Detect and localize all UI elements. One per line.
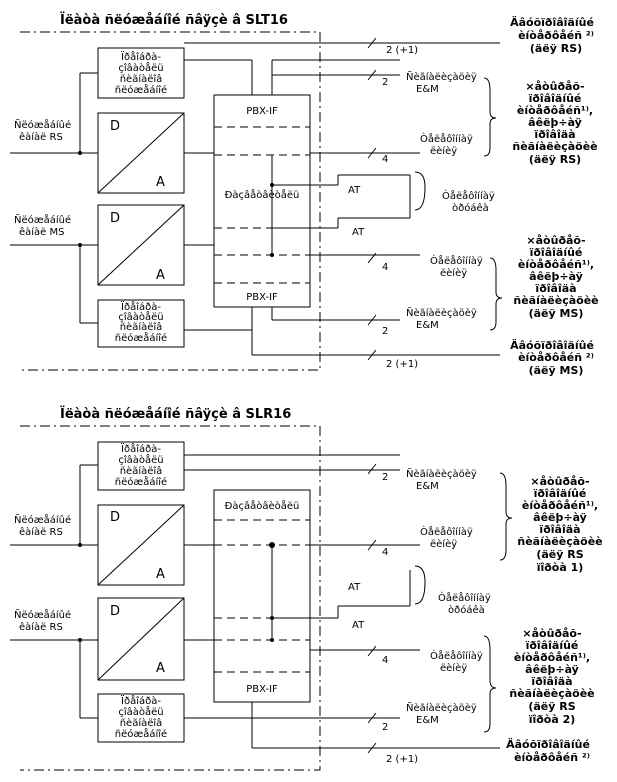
interface-desc-label: ïîðòà 1) (536, 561, 584, 574)
converter-label-line: ñëóæåáíîé (114, 729, 168, 740)
diagram-title-slr16: Ïëàòà ñëóæåáíîé ñâÿçè â SLR16 (60, 407, 292, 422)
da-a-label: A (156, 567, 165, 582)
interface-desc-label: (äëÿ MS) (528, 307, 584, 320)
junction-dot (78, 543, 82, 547)
headset-icon (415, 172, 425, 210)
pbx-if-label: PBX-IF (246, 292, 278, 303)
tele-line-label: ëèíèÿ (430, 539, 458, 550)
diagram-slt16 (10, 12, 599, 377)
wire-count-label: 4 (382, 547, 389, 558)
headset-label: òðóáêà (448, 605, 485, 616)
at-label: AT (352, 227, 365, 238)
interface-desc-label: ñèãíàëèçàöèè (512, 140, 598, 153)
converter-label-line: ñëóæåáíîé (114, 333, 168, 344)
diagram-title-slt16: Ïëàòà ñëóæåáíîé ñâÿçè â SLT16 (60, 13, 288, 28)
converter-label-line: ñëóæåáíîé (114, 85, 168, 96)
group-brace (500, 473, 512, 560)
wire-count-label: 2 (382, 326, 389, 337)
interface-desc-label: ñèãíàëèçàöèè (517, 535, 603, 548)
wire-slash (368, 646, 376, 656)
interface-desc-label: èíòåðôåéñ¹⁾, (513, 651, 591, 664)
interface-desc-label: ñèãíàëèçàöèè (509, 687, 595, 700)
converter-label-line: ñëóæåáíîé (114, 477, 168, 488)
diagram-slr16 (10, 406, 603, 770)
junction-dot (78, 151, 82, 155)
wire-count-label: 4 (382, 655, 389, 666)
em-signal-label: Ñèãíàëèçàöèÿ (406, 308, 477, 319)
interface-desc-label: ïîðòà 2) (528, 713, 576, 726)
converter-label-line: çîâàòåëü (118, 63, 164, 74)
interface-desc-label: ïðîâîäà (535, 282, 577, 295)
em-signal-label: Ñèãíàëèçàöèÿ (406, 469, 477, 480)
service-channel-label: êàíàë RS (19, 527, 63, 538)
da-a-label: A (156, 268, 165, 283)
group-brace (484, 78, 496, 156)
cable-out-label: Äâóõïðîâîäíûé (510, 339, 594, 352)
junction-dot (270, 638, 274, 642)
service-channel-label: Ñëóæåáíûé (14, 120, 72, 131)
em-signal-label: E&M (416, 84, 439, 95)
wire-count-label: 2 (382, 472, 389, 483)
at-label: AT (348, 582, 361, 593)
tele-line-label: ëèíèÿ (440, 663, 468, 674)
service-channel-label: Ñëóæåáíûé (14, 610, 72, 621)
group-brace (484, 636, 496, 732)
service-channel-label: êàíàë RS (19, 622, 63, 633)
interface-desc-label: (äëÿ RS (528, 700, 576, 713)
em-signal-label: Ñèãíàëèçàöèÿ (406, 72, 477, 83)
interface-desc-label: ×åòûðåõ- (525, 80, 585, 93)
cable-out-label: Äâóõïðîâîäíûé (510, 16, 594, 29)
pbx-if-label: PBX-IF (246, 106, 278, 117)
interface-desc-label: ïðîâîäíûé (529, 246, 583, 259)
da-d-label: D (110, 211, 121, 226)
da-a-label: A (156, 175, 165, 190)
da-d-label: D (110, 510, 121, 525)
converter-label-line: çîâàòåëü (118, 312, 164, 323)
em-signal-label: E&M (416, 715, 439, 726)
headset-label: Òåëåôîííàÿ (442, 191, 495, 202)
interface-desc-label: ïðîâîäíûé (525, 639, 579, 652)
converter-label-line: ñèãíàëîâ (119, 74, 163, 85)
cable-out-label: èíòåðôåéñ ²⁾ (518, 29, 594, 42)
converter-label-line: ñèãíàëîâ (119, 466, 163, 477)
em-signal-label: Ñèãíàëèçàöèÿ (406, 703, 477, 714)
headset-icon (415, 566, 425, 604)
service-channel-label: Ñëóæåáíûé (14, 215, 72, 226)
cable-out-label: Äâóõïðîâîäíûé (506, 738, 590, 751)
converter-label-line: ñèãíàëîâ (119, 322, 163, 333)
pbx-if-label: PBX-IF (246, 684, 278, 695)
distributor-label: Ðàçâåòâèòåëü (224, 190, 300, 201)
interface-desc-label: âêëþ÷àÿ (525, 663, 579, 676)
interface-desc-label: ïðîâîäà (531, 675, 573, 688)
interface-desc-label: ×åòûðåõ- (526, 234, 586, 247)
junction-dot (78, 243, 82, 247)
service-channel-label: êàíàë MS (19, 227, 65, 238)
interface-desc-label: ×åòûðåõ- (522, 627, 582, 640)
wire-count-label: 2 (382, 722, 389, 733)
service-channel-label: êàíàë RS (19, 132, 63, 143)
group-brace (490, 258, 502, 330)
cable-out-label: èíòåðôåéñ ²⁾ (518, 351, 594, 364)
wire-count-label: 2 (382, 77, 389, 88)
interface-desc-label: (äëÿ RS (536, 548, 584, 561)
da-d-label: D (110, 119, 121, 134)
interface-desc-label: èíòåðôåéñ¹⁾, (521, 499, 599, 512)
interface-desc-label: ïðîâîäíûé (533, 487, 587, 500)
interface-desc-label: ïðîâîäà (539, 523, 581, 536)
at-label: AT (348, 185, 361, 196)
tele-line-label: Òåëåôîííàÿ (420, 527, 473, 538)
interface-desc-label: ïðîâîäà (534, 128, 576, 141)
junction-dot (270, 183, 274, 187)
cable-out-label: èíòåðôåéñ ²⁾ (514, 751, 590, 764)
tele-line-label: Òåëåôîííàÿ (430, 256, 483, 267)
board-boundary (20, 32, 320, 370)
junction-dot (269, 542, 275, 548)
interface-desc-label: (äëÿ RS) (528, 153, 582, 166)
junction-dot (78, 638, 82, 642)
pbx-block (214, 490, 310, 702)
headset-label: Òåëåôîííàÿ (438, 593, 491, 604)
service-channel-label: Ñëóæåáíûé (14, 515, 72, 526)
converter-label-line: Ïðåîáðà- (121, 52, 161, 63)
cable-out-label: (äëÿ MS) (528, 364, 584, 377)
tele-line-label: Òåëåôîííàÿ (420, 134, 473, 145)
cable-out-label: (äëÿ RS) (529, 42, 583, 55)
wire-slash (368, 464, 376, 474)
wire-count-label: 4 (382, 262, 389, 273)
headset-label: òðóáêà (452, 203, 489, 214)
tele-line-label: ëèíèÿ (440, 268, 468, 279)
converter-label-line: çîâàòåëü (118, 707, 164, 718)
da-d-label: D (110, 604, 121, 619)
interface-desc-label: èíòåðôåéñ¹⁾, (516, 104, 594, 117)
junction-dot (270, 253, 274, 257)
interface-desc-label: ïðîâîäíûé (528, 92, 582, 105)
da-a-label: A (156, 661, 165, 676)
tele-line-label: ëèíèÿ (430, 146, 458, 157)
distributor-label: Ðàçâåòâèòåëü (224, 501, 300, 512)
wire-count-label: 2 (+1) (386, 359, 419, 370)
interface-desc-label: ñèãíàëèçàöèè (513, 294, 599, 307)
converter-label-line: ñèãíàëîâ (119, 718, 163, 729)
interface-desc-label: âêëþ÷àÿ (529, 270, 583, 283)
converter-label-line: Ïðåîáðà- (121, 444, 161, 455)
tele-line-label: Òåëåôîííàÿ (430, 651, 483, 662)
em-signal-label: E&M (416, 320, 439, 331)
converter-label-line: Ïðåîáðà- (121, 696, 161, 707)
interface-desc-label: âêëþ÷àÿ (533, 511, 587, 524)
wire-count-label: 4 (382, 154, 389, 165)
interface-desc-label: âêëþ÷àÿ (528, 116, 582, 129)
em-signal-label: E&M (416, 481, 439, 492)
interface-desc-label: èíòåðôåéñ¹⁾, (517, 258, 595, 271)
wire-count-label: 2 (+1) (386, 45, 419, 56)
interface-desc-label: ×åòûðåõ- (530, 475, 590, 488)
converter-label-line: çîâàòåëü (118, 455, 164, 466)
at-label: AT (352, 620, 365, 631)
converter-label-line: Ïðåîáðà- (121, 302, 161, 313)
wire-count-label: 2 (+1) (386, 754, 419, 765)
